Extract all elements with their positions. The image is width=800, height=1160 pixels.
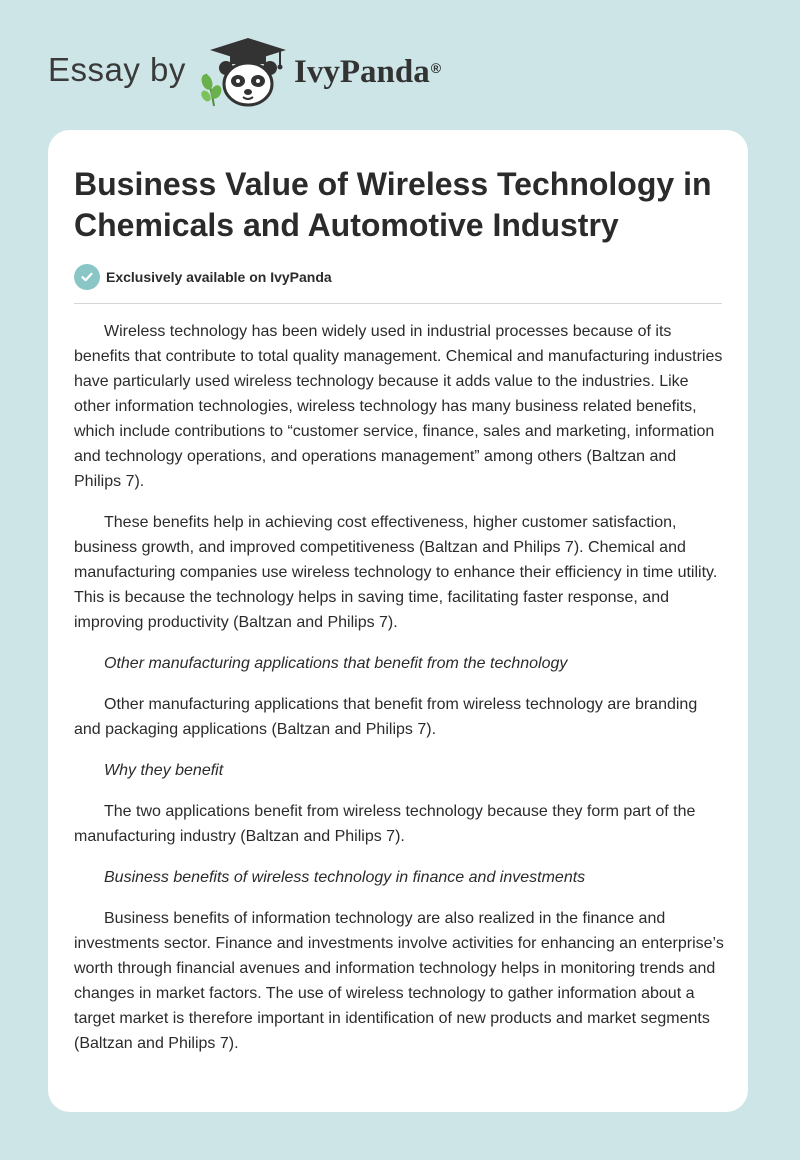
essay-by-label: Essay by [48, 51, 186, 88]
exclusive-badge-text: Exclusively available on IvyPanda [106, 269, 332, 285]
divider [74, 303, 722, 304]
registered-mark: ® [430, 60, 442, 76]
paragraph: Business benefits of information technology are also realized in the finance and investments sector. Finance and investments involve activities for enhancing an enterprise’s worth through financial avenues and information technology helps in monitoring trends and changes in market factors. The use of wireless technology to gather information about a target market is therefore important in identification of new products and market segments (Baltzan and Philips 7). [74, 910, 724, 1052]
brand-name[interactable] [294, 52, 441, 92]
check-icon [74, 264, 100, 290]
subheading: Business benefits of wireless technology in finance and investments [104, 869, 586, 886]
paragraph: The two applications benefit from wireless technology because they form part of the manufacturing industry (Baltzan and Philips 7). [74, 803, 696, 845]
brand-name-text: IvyPanda [294, 54, 430, 90]
essay-body [74, 319, 724, 1072]
subheading: Other manufacturing applications that benefit from the technology [104, 655, 568, 672]
leaf-icon [200, 73, 223, 106]
site-header [0, 0, 800, 120]
panda-logo-icon[interactable] [200, 36, 290, 108]
panda-face-icon [219, 61, 277, 105]
essay-title: Business Value of Wireless Technology in Chemicals and Automotive Industry [74, 166, 712, 243]
paragraph: Wireless technology has been widely used in industrial processes because of its benefits that contribute to total quality management. Chemical and manufacturing industries have particularly used wireless technology because it adds value to the industries. Like other information technologies, wireless technology has many business related benefits, which include contributions to “customer service, finance, sales and marketing, information and technology operations, and operations management” among others (Baltzan and Philips 7). [74, 323, 723, 490]
essay-card [48, 130, 748, 1112]
paragraph: These benefits help in achieving cost effectiveness, higher customer satisfaction, business growth, and improved competitiveness (Baltzan and Philips 7). Chemical and manufacturing companies use wireless technology to enhance their efficiency in time utility. This is because the technology helps in saving time, facilitating faster response, and improving productivity (Baltzan and Philips 7). [74, 514, 718, 631]
exclusive-badge [74, 264, 332, 290]
subheading: Why they benefit [104, 762, 224, 779]
paragraph: Other manufacturing applications that benefit from wireless technology are branding and packaging applications (Baltzan and Philips 7). [74, 696, 698, 738]
